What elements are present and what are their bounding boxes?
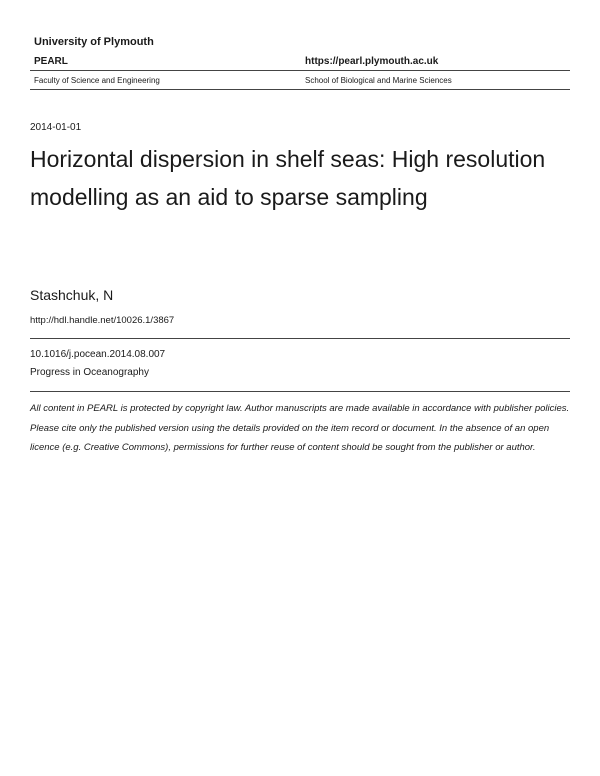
school-name: School of Biological and Marine Sciences bbox=[305, 76, 452, 85]
metadata-divider-bottom bbox=[30, 391, 570, 392]
handle-link[interactable]: http://hdl.handle.net/10026.1/3867 bbox=[30, 315, 175, 326]
doi-text: 10.1016/j.pocean.2014.08.007 bbox=[30, 349, 166, 360]
header-divider-bottom bbox=[30, 89, 570, 90]
university-name: University of Plymouth bbox=[34, 36, 154, 48]
journal-name: Progress in Oceanography bbox=[30, 367, 149, 378]
header-divider-top bbox=[30, 70, 570, 71]
repository-url[interactable]: https://pearl.plymouth.ac.uk bbox=[305, 56, 439, 67]
page-title: Horizontal dispersion in shelf seas: High resolution modelling as an aid to sparse sampling bbox=[30, 146, 546, 210]
copyright-notice: All content in PEARL is protected by copyright law. Author manuscripts are made available in accordance with publisher policies. Please cite only the published version using the details provided on the item record or document. In the absence of an open licence (e.g. Creative Commons), permissions for further reuse of content should be sought from the publisher or author. bbox=[30, 403, 570, 453]
author-name: Stashchuk, N bbox=[30, 287, 114, 303]
faculty-name: Faculty of Science and Engineering bbox=[34, 76, 160, 85]
repository-name: PEARL bbox=[34, 56, 68, 67]
metadata-divider-top bbox=[30, 338, 570, 339]
publication-date: 2014-01-01 bbox=[30, 122, 82, 133]
